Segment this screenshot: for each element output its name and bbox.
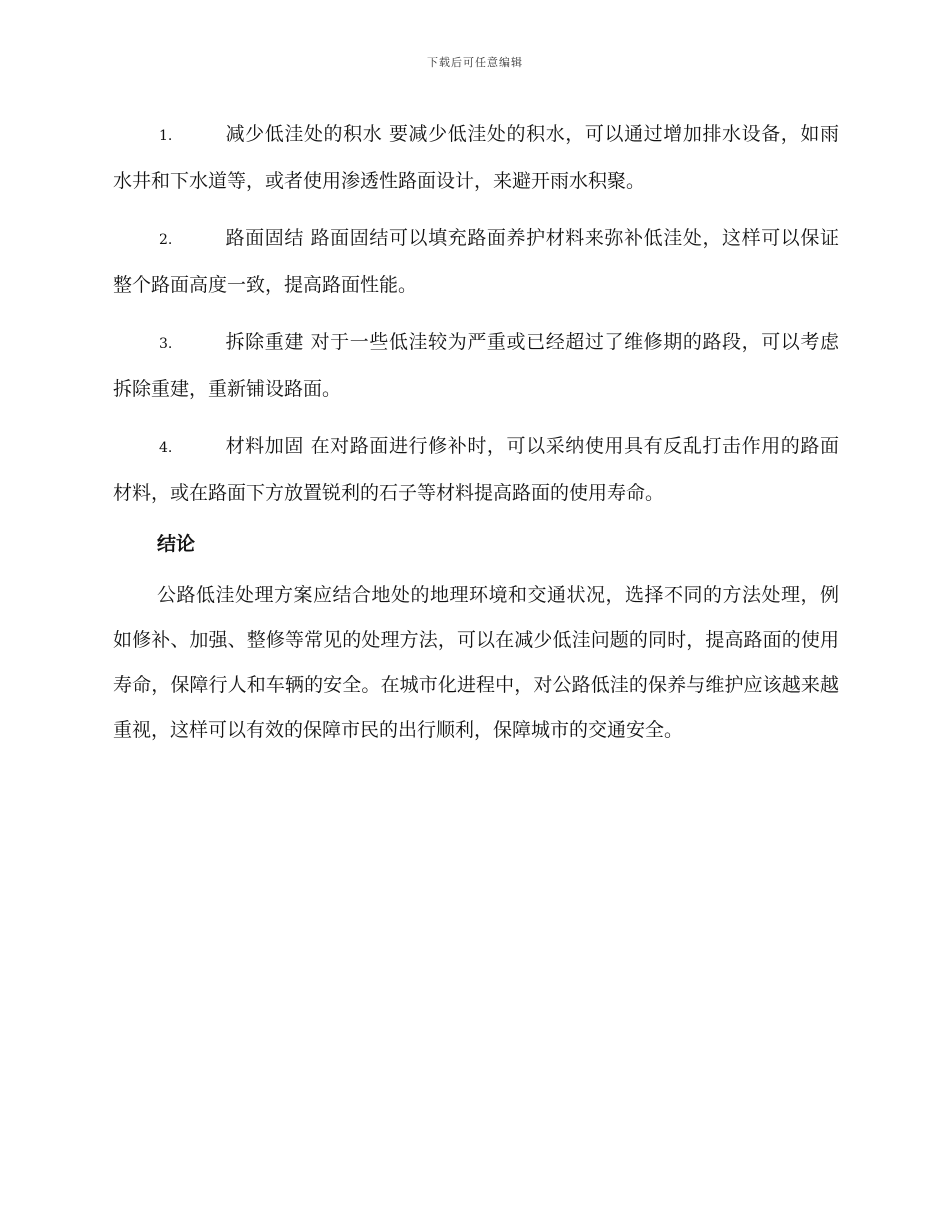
list-item-number: 3. (159, 336, 173, 352)
list-item-text: 减少低洼处的积水 要减少低洼处的积水，可以通过增加排水设备，如雨水井和下水道等，或者使用渗透性路面设计，来避开雨水积聚。 (113, 123, 839, 192)
list-item-text: 拆除重建 对于一些低洼较为严重或已经超过了维修期的路段，可以考虑拆除重建，重新铺设路面。 (113, 331, 839, 400)
list-item-number: 2. (159, 232, 173, 248)
page-header: 下载后可任意编辑 (427, 56, 523, 69)
list-item (113, 112, 839, 204)
section-heading: 结论 (157, 533, 196, 555)
list-item-number: 4. (159, 440, 173, 456)
list-item-number: 1. (159, 128, 173, 144)
list-item (113, 320, 839, 412)
list-item (113, 216, 839, 308)
list-item-text: 材料加固 在对路面进行修补时，可以采纳使用具有反乱打击作用的路面材料，或在路面下方放置锐利的石子等材料提高路面的使用寿命。 (113, 435, 839, 504)
list-item (113, 424, 839, 516)
document-body (113, 112, 839, 765)
list-item-text: 路面固结 路面固结可以填充路面养护材料来弥补低洼处，这样可以保证整个路面高度一致，提高路面性能。 (113, 227, 839, 296)
conclusion-paragraph: 公路低洼处理方案应结合地处的地理环境和交通状况，选择不同的方法处理，例如修补、加强、整修等常见的处理方法，可以在减少低洼问题的同时，提高路面的使用寿命，保障行人和车辆的安全。在城市化进程中，对公路低洼的保养与维护应该越来越重视，这样可以有效的保障市民的出行顺利，保障城市的交通安全。 (113, 584, 839, 741)
